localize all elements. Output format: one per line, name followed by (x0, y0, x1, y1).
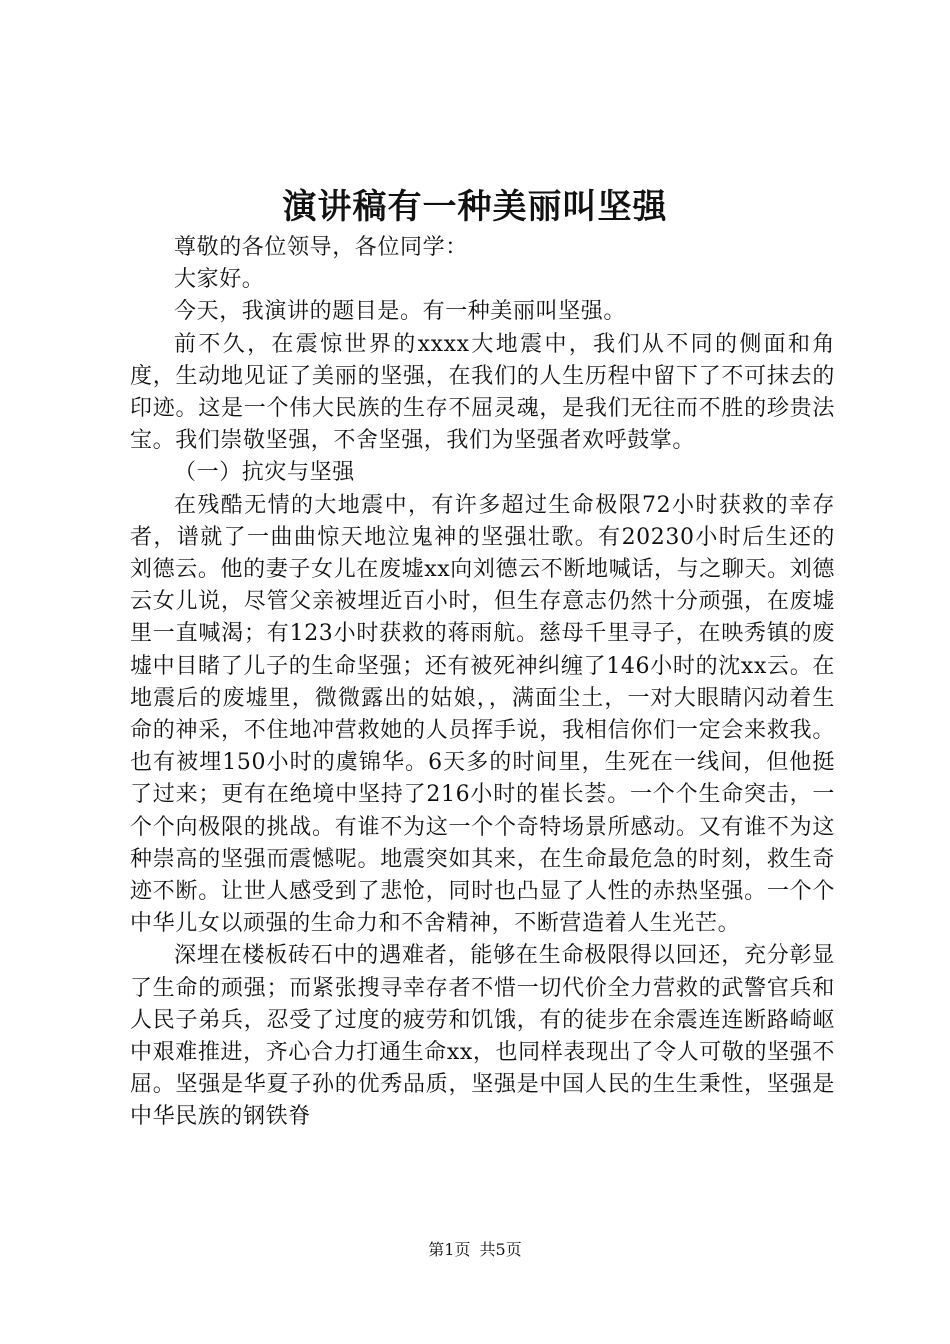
section-heading: （一）抗灾与坚强 (174, 460, 355, 486)
page-number: 第1页 (428, 1240, 471, 1259)
document-title: 演讲稿有一种美丽叫坚强 (282, 187, 668, 227)
document-body (130, 232, 835, 1134)
page-total: 共5页 (479, 1240, 522, 1259)
paragraph-survivors: 在残酷无情的大地震中，有许多超过生命极限72小时获救的幸存者，谱就了一曲曲惊天地泣鬼神的坚强壮歌。有20230小时后生还的刘德云。他的妻子女儿在废墟xx向刘德云不断地喊话，与之聊天。刘德云女儿说，尽管父亲被埋近百小时，但生存意志仍然十分顽强，在废墟里一直喊渴；有123小时获救的蒋雨航。慈母千里寻子，在映秀镇的废墟中目睹了儿子的生命坚强；还有被死神纠缠了146小时的沈xx云。在地震后的废墟里，微微露出的姑娘，，满面尘土，一对大眼睛闪动着生命的神采，不住地冲营救她的人员挥手说，我相信你们一定会来救我。也有被埋150小时的虞锦华。6天多的时间里，生死在一线间，但他挺了过来；更有在绝境中坚持了216小时的崔长荟。一个个生命突击，一个个向极限的挑战。有谁不为这一个个奇特场景所感动。又有谁不为这种崇高的坚强而震憾呢。地震突如其来，在生命最危急的时刻，救生奇迹不断。让世人感受到了悲怆，同时也凸显了人性的赤热坚强。一个个中华儿女以顽强的生命力和不舍精神，不断营造着人生光芒。 (130, 492, 835, 937)
paragraph-topic: 今天，我演讲的题目是。有一种美丽叫坚强。 (174, 299, 627, 325)
paragraph-greeting: 尊敬的各位领导，各位同学： (174, 235, 468, 260)
paragraph-rescuers: 深埋在楼板砖石中的遇难者，能够在生命极限得以回还，充分彰显了生命的顽强；而紧张搜寻幸存者不惜一切代价全力营救的武警官兵和人民子弟兵，忍受了过度的疲劳和饥饿，有的徒步在余震连连断路崎岖中艰难推进，齐心合力打通生命xx，也同样表现出了令人可敬的坚强不屈。坚强是华夏子孙的优秀品质，坚强是中国人民的生生秉性，坚强是中华民族的钢铁脊 (130, 943, 835, 1130)
paragraph-hello: 大家好。 (174, 267, 265, 293)
paragraph-intro: 前不久，在震惊世界的xxxx大地震中，我们从不同的侧面和角度，生动地见证了美丽的坚强，在我们的人生历程中留下了不可抹去的印迹。这是一个伟大民族的生存不屈灵魂，是我们无往而不胜的珍贵法宝。我们崇敬坚强，不舍坚强，我们为坚强者欢呼鼓掌。 (130, 331, 835, 454)
page-footer (0, 1238, 950, 1262)
